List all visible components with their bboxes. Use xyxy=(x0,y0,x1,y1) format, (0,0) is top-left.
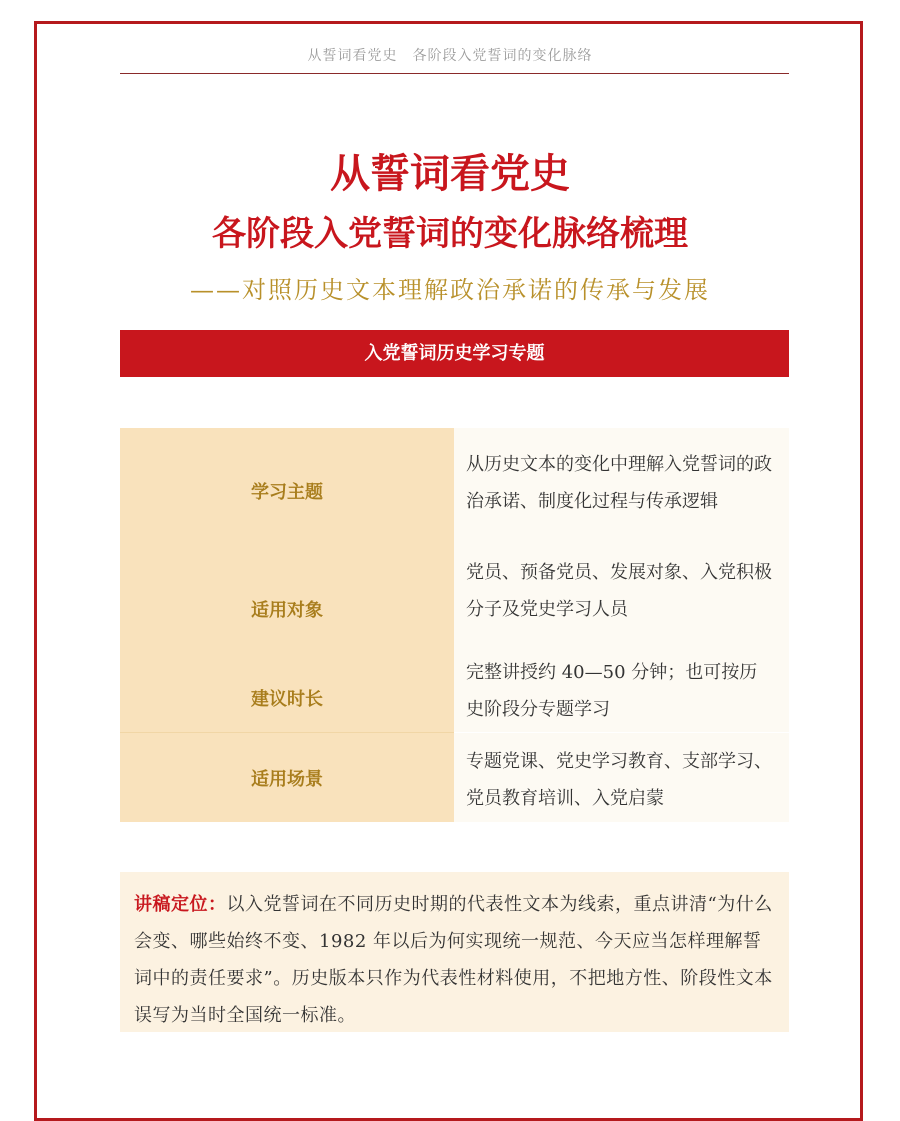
info-row-scenario xyxy=(120,733,789,822)
info-label: 建议时长 xyxy=(120,644,454,732)
info-label: 学习主题 xyxy=(120,428,454,554)
info-row-audience xyxy=(120,554,789,644)
lecture-positioning-note xyxy=(120,872,789,1032)
info-table xyxy=(120,428,789,822)
info-value: 从历史文本的变化中理解入党誓词的政治承诺、制度化过程与传承逻辑 xyxy=(454,428,789,554)
info-value: 党员、预备党员、发展对象、入党积极分子及党史学习人员 xyxy=(454,554,789,644)
note-label: 讲稿定位： xyxy=(134,894,227,915)
header-divider xyxy=(120,73,789,74)
info-value: 专题党课、党史学习教育、支部学习、党员教育培训、入党启蒙 xyxy=(454,733,789,822)
main-title: 从誓词看党史 xyxy=(330,151,570,197)
running-header: 从誓词看党史 各阶段入党誓词的变化脉络 xyxy=(307,48,593,64)
main-title-line2: 各阶段入党誓词的变化脉络梳理 xyxy=(212,214,688,254)
info-label: 适用对象 xyxy=(120,554,454,644)
subtitle: ——对照历史文本理解政治承诺的传承与发展 xyxy=(190,276,710,304)
note-text: 以入党誓词在不同历史时期的代表性文本为线索，重点讲清“为什么会变、哪些始终不变、1982 年以后为何实现统一规范、今天应当怎样理解誓词中的责任要求”。历史版本只作为代表性材料使用，不把地方性、阶段性文本误写为当时全国统一标准。 xyxy=(134,894,773,1026)
info-row-topic xyxy=(120,428,789,554)
info-value: 完整讲授约 40—50 分钟；也可按历史阶段分专题学习 xyxy=(454,644,789,732)
info-label: 适用场景 xyxy=(120,733,454,822)
topic-banner: 入党誓词历史学习专题 xyxy=(120,330,789,377)
info-row-duration xyxy=(120,644,789,732)
